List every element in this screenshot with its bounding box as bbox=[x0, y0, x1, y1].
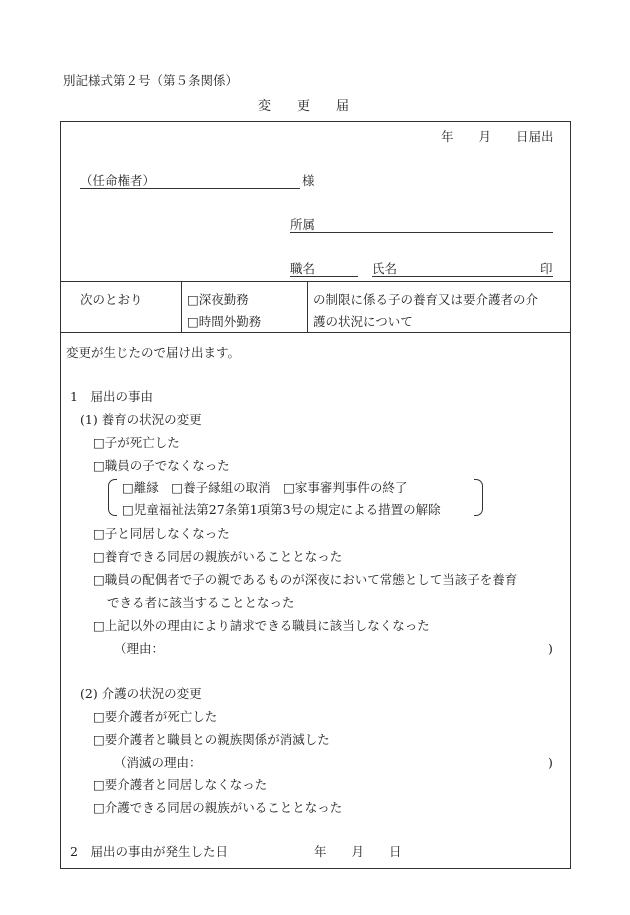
item-sub-reasons: □離縁 □養子縁組の取消 □家事審判事件の終了 bbox=[122, 480, 408, 495]
option-late-night: □深夜勤務 bbox=[187, 292, 249, 307]
item-spouse-line-2: できる者に該当することとなった bbox=[107, 595, 295, 610]
left-brace bbox=[108, 479, 117, 516]
item-relative-can-care: □介護できる同居の親族がいることとなった bbox=[93, 800, 343, 815]
job-label: 職名 bbox=[290, 261, 316, 276]
right-brace bbox=[474, 479, 483, 516]
section-2-date: 年 月 日 bbox=[314, 844, 402, 859]
reason-close-paren: ) bbox=[548, 641, 553, 656]
appointer-underline bbox=[80, 188, 300, 189]
item-other-reason: □上記以外の理由により請求できる職員に該当しなくなった bbox=[93, 618, 430, 633]
divider-top bbox=[60, 281, 571, 282]
date-line: 年 月 日届出 bbox=[441, 129, 554, 144]
sama-label: 様 bbox=[302, 173, 315, 188]
item-not-child: □職員の子でなくなった bbox=[93, 458, 230, 473]
job-underline bbox=[290, 276, 358, 277]
divider-row bbox=[60, 332, 571, 333]
row-desc-2: 護の状況について bbox=[313, 314, 413, 329]
name-label: 氏名 bbox=[372, 261, 398, 276]
item-not-cohabiting: □子と同居しなくなった bbox=[93, 526, 230, 541]
item-child-welfare: □児童福祉法第27条第1項第3号の規定による措置の解除 bbox=[122, 502, 441, 517]
option-overtime: □時間外勤務 bbox=[187, 314, 262, 329]
item-care-not-cohabiting: □要介護者と同居しなくなった bbox=[93, 777, 268, 792]
item-spouse-line-1: □職員の配偶者で子の親であるものが深夜において常態として当該子を養育 bbox=[93, 572, 518, 587]
intro-text: 変更が生じたので届け出ます。 bbox=[66, 345, 241, 360]
item-kinship-ended: □要介護者と職員との親族関係が消滅した bbox=[93, 732, 330, 747]
item-relative-can-raise: □養育できる同居の親族がいることとなった bbox=[93, 549, 343, 564]
item-care-recipient-died: □要介護者が死亡した bbox=[93, 709, 218, 724]
reason-label: （理由： bbox=[114, 641, 165, 656]
row-label: 次のとおり bbox=[80, 292, 143, 307]
item-child-died: □子が死亡した bbox=[93, 435, 180, 450]
section-1-1-heading: (1) 養育の状況の変更 bbox=[80, 412, 202, 427]
kinship-reason-label: （消滅の理由： bbox=[114, 755, 202, 770]
row-desc-1: の制限に係る子の養育又は要介護者の介 bbox=[313, 292, 539, 307]
form-title: 変 更 届 bbox=[258, 99, 350, 114]
divider-col-2 bbox=[307, 281, 308, 332]
appointer-label: （任命権者） bbox=[80, 173, 156, 188]
affiliation-label: 所属 bbox=[290, 217, 316, 232]
form-number: 別記様式第２号（第５条関係） bbox=[63, 73, 239, 88]
affiliation-underline bbox=[290, 232, 553, 233]
section-1-2-heading: (2) 介護の状況の変更 bbox=[80, 686, 202, 701]
section-2-heading: 2 届出の事由が発生した日 bbox=[70, 844, 228, 859]
kinship-reason-close-paren: ) bbox=[548, 755, 553, 770]
section-1-heading: 1 届出の事由 bbox=[70, 389, 153, 404]
divider-col-1 bbox=[181, 281, 182, 332]
name-underline bbox=[372, 276, 553, 277]
seal-label: 印 bbox=[540, 261, 553, 276]
